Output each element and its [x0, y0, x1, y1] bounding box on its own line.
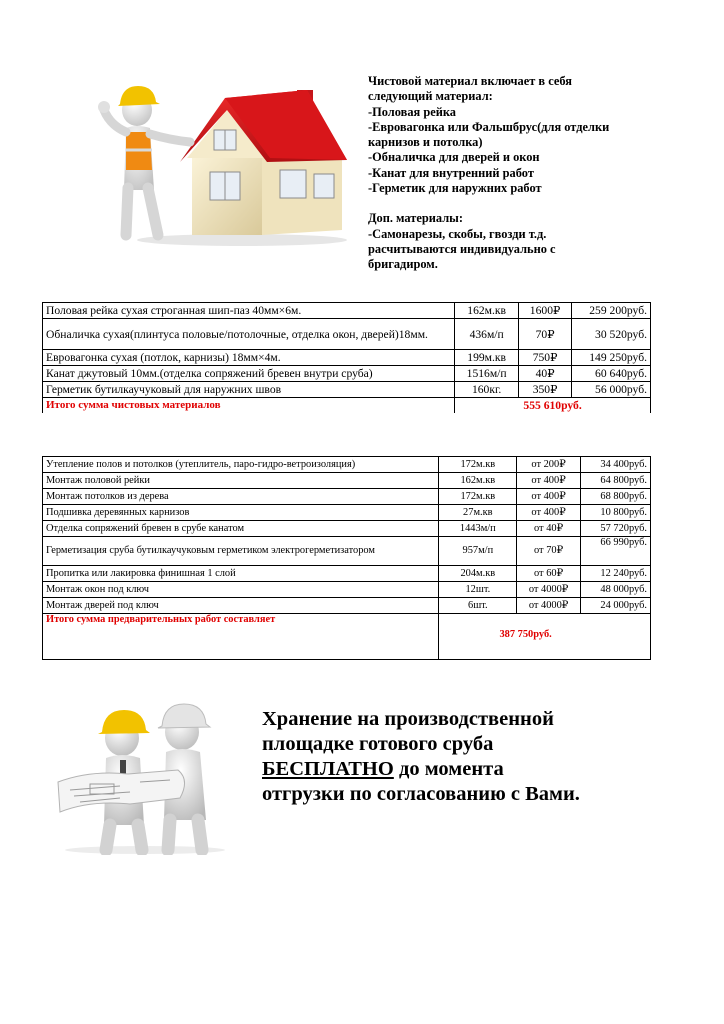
work-price: от 4000₽: [517, 582, 581, 598]
materials-description: [368, 74, 668, 273]
total-label: Итого сумма предварительных работ составляет: [43, 614, 439, 660]
work-price: от 400₽: [517, 473, 581, 489]
item-price: 750₽: [519, 350, 572, 366]
work-sum: 57 720руб.: [581, 521, 651, 537]
work-price: от 40₽: [517, 521, 581, 537]
total-label: Итого сумма чистовых материалов: [43, 398, 455, 414]
work-qty: 172м.кв: [439, 457, 517, 473]
item-qty: 1516м/п: [455, 366, 519, 382]
extra-line: бригадиром.: [368, 257, 438, 272]
item-name: Канат джутовый 10мм.(отделка сопряжений бревен внутри сруба): [43, 366, 455, 382]
intro-line: -Половая рейка: [368, 104, 456, 119]
work-sum: 10 800руб.: [581, 505, 651, 521]
work-name: Отделка сопряжений бревен в срубе канатом: [43, 521, 439, 537]
materials-table: [42, 302, 651, 413]
storage-line: площадке готового сруба: [262, 733, 494, 755]
storage-line: Хранение на производственной: [262, 708, 554, 730]
works-table: [42, 456, 651, 660]
work-qty: 6шт.: [439, 598, 517, 614]
item-price: 350₽: [519, 382, 572, 398]
storage-offer: [262, 707, 702, 807]
work-sum: 34 400руб.: [581, 457, 651, 473]
table-row: [43, 598, 651, 614]
table-row: [43, 303, 651, 319]
intro-line: -Евровагонка или Фальшбрус(для отделки: [368, 119, 610, 134]
total-row: [43, 614, 651, 660]
table-row: [43, 582, 651, 598]
storage-line-rest: до момента: [393, 758, 504, 780]
work-qty: 1443м/п: [439, 521, 517, 537]
work-price: от 70₽: [517, 537, 581, 566]
item-sum: 30 520руб.: [572, 319, 651, 350]
item-sum: 60 640руб.: [572, 366, 651, 382]
item-name: Герметик бутилкаучуковый для наружних швов: [43, 382, 455, 398]
work-sum: 64 800руб.: [581, 473, 651, 489]
work-sum: 24 000руб.: [581, 598, 651, 614]
two-workers-blueprint-illustration: [50, 700, 240, 855]
work-price: от 4000₽: [517, 598, 581, 614]
work-name: Монтаж дверей под ключ: [43, 598, 439, 614]
work-name: Пропитка или лакировка финишная 1 слой: [43, 566, 439, 582]
item-name: Евровагонка сухая (потлок, карнизы) 18мм×4м.: [43, 350, 455, 366]
free-word: БЕСПЛАТНО: [262, 758, 394, 780]
item-qty: 436м/п: [455, 319, 519, 350]
item-qty: 160кг.: [455, 382, 519, 398]
table-row: [43, 319, 651, 350]
total-row: [43, 398, 651, 414]
work-qty: 162м.кв: [439, 473, 517, 489]
intro-line: следующий материал:: [368, 89, 493, 104]
table-row: [43, 457, 651, 473]
item-qty: 162м.кв: [455, 303, 519, 319]
work-price: от 400₽: [517, 489, 581, 505]
intro-line: -Обналичка для дверей и окон: [368, 150, 540, 165]
work-qty: 172м.кв: [439, 489, 517, 505]
table-row: [43, 366, 651, 382]
table-row: [43, 489, 651, 505]
work-sum: 68 800руб.: [581, 489, 651, 505]
item-sum: 259 200руб.: [572, 303, 651, 319]
item-sum: 149 250руб.: [572, 350, 651, 366]
item-price: 70₽: [519, 319, 572, 350]
item-name: Обналичка сухая(плинтуса половые/потолочные, отделка окон, дверей)18мм.: [43, 319, 455, 350]
item-price: 1600₽: [519, 303, 572, 319]
total-value: 387 750руб.: [439, 614, 651, 660]
total-value: 555 610руб.: [455, 398, 651, 414]
table-row: [43, 521, 651, 537]
storage-line: [262, 757, 702, 782]
item-qty: 199м.кв: [455, 350, 519, 366]
work-name: Монтаж половой рейки: [43, 473, 439, 489]
table-row: [43, 382, 651, 398]
item-price: 40₽: [519, 366, 572, 382]
work-qty: 27м.кв: [439, 505, 517, 521]
extra-line: Доп. материалы:: [368, 211, 463, 226]
intro-line: -Герметик для наружних работ: [368, 181, 542, 196]
extra-line: расчитываются индивидуально с: [368, 241, 556, 256]
work-sum: 66 990руб.: [581, 537, 651, 566]
work-price: от 200₽: [517, 457, 581, 473]
work-sum: 48 000руб.: [581, 582, 651, 598]
worker-house-illustration: [92, 70, 354, 248]
table-row: [43, 350, 651, 366]
work-name: Утепление полов и потолков (утеплитель, паро-гидро-ветроизоляция): [43, 457, 439, 473]
work-sum: 12 240руб.: [581, 566, 651, 582]
table-row: [43, 566, 651, 582]
item-sum: 56 000руб.: [572, 382, 651, 398]
table-row: [43, 505, 651, 521]
intro-line: -Канат для внутренний работ: [368, 165, 534, 180]
work-qty: 204м.кв: [439, 566, 517, 582]
work-name: Монтаж окон под ключ: [43, 582, 439, 598]
work-price: от 60₽: [517, 566, 581, 582]
work-name: Герметизация сруба бутилкаучуковым герметиком электрогерметизатором: [43, 537, 439, 566]
item-name: Половая рейка сухая строганная шип-паз 40мм×6м.: [43, 303, 455, 319]
work-qty: 957м/п: [439, 537, 517, 566]
work-name: Подшивка деревянных карнизов: [43, 505, 439, 521]
storage-line: отгрузки по согласованию с Вами.: [262, 783, 580, 805]
work-qty: 12шт.: [439, 582, 517, 598]
intro-line: Чистовой материал включает в себя: [368, 74, 572, 88]
work-name: Монтаж потолков из дерева: [43, 489, 439, 505]
table-row: [43, 537, 651, 566]
work-price: от 400₽: [517, 505, 581, 521]
intro-line: карнизов и потолка): [368, 135, 483, 150]
extra-line: -Самонарезы, скобы, гвозди т.д.: [368, 226, 547, 241]
table-row: [43, 473, 651, 489]
